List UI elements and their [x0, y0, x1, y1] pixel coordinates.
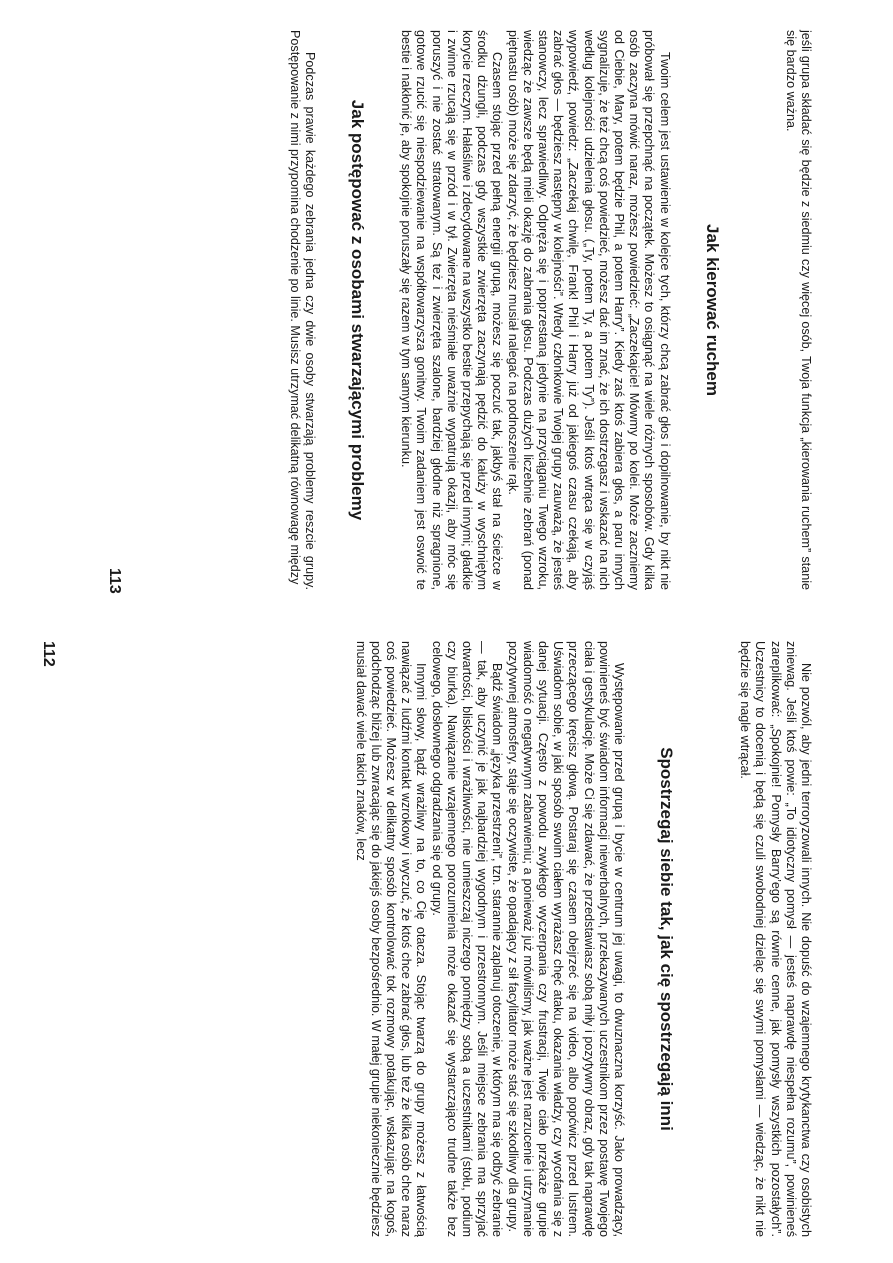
page-112-paragraph-1: Występowanie przed grupą i bycie w centrum jej uwagi, to dwuznaczna korzyść. Jako prowadzący, powinieneś być świadom informacji niewerbalnych, przekazywanych uczestnikom przez postawę Twojego ciała i gestykulację. Może Ci się zdawać, że przedstawiasz sobą miły i pozytywny obraz, gdy tak naprawdę przeczącego kręcisz głową. Postaraj się czasem obejrzeć się na video, albo popćwicz przed lustrem. Uświadom sobie, w jaki sposób swoim ciałem wyrażasz chęć ataku, okazania władzy, czy wycofania się z danej sytuacji. Często z powodu zwykłego wyczerpania czy frustracji, Twoje ciało przekaże grupie wiadomość o negatywnym zabarwieniu; a ponieważ już mówiliśmy, jak ważne jest narzucenie i utrzymanie pozytywnej atmosfery, staje się oczywiste, że opadający z sił facylitator może stać się szkodliwy dla grupy. — [505, 641, 626, 1237]
page-112-paragraph-3: Innymi słowy, bądź wrażliwy na to, co Cię otacza. Stojąc twarzą do grupy możesz z łatwością nawiązać z ludźmi kontakt wzrokowy i wyczuć, że ktoś chce zabrać głos, lub też że kilka osób chce naraz coś powiedzieć. Możesz w delikatny sposób kontrolować tok rozmowy potakując, wskazując na kogoś, podchodząc bliżej lub zwracając się do jakiejś osoby bezpośrednio. W małej grupie niekoniecznie będziesz musiał dawać wiele takich znaków, lecz — [353, 641, 429, 1237]
heading-see-yourself: Spostrzegaj siebie tak, jak cię spostrzegają inni — [656, 747, 676, 1131]
page-113 — [0, 0, 893, 620]
page-number-112: 112 — [40, 641, 57, 667]
heading-traffic: Jak kierować ruchem — [702, 224, 722, 396]
page-113-paragraph-3: Podczas prawie każdego zebrania jedna czy dwie osoby stwarzają problemy reszcie grupy. Postępowanie z nimi przypomina chodzenie po linie. Musisz utrzymać delikatną równowagę między — [287, 30, 317, 590]
page-113-paragraph-1: Twoim celem jest ustawienie w kolejce tych, którzy chcą zabrać głos i dopilnowanie, by nikt nie próbował się przepchnąć na początek. Możesz to osiągnąć na wiele różnych sposobów. Gdy kilka osób zaczyna mówić naraz, możesz powiedzieć: „Zaczekajcie! Mówmy po kolei. Może zaczniemy od Ciebie, Mary, potem będzie Phil, a potem Harry”. Kiedy zaś ktoś zabiera głos, a paru innych sygnalizuje, że też chcą coś powiedzieć, możesz dać im znać, że ich dostrzegasz i wskazać na nich według kolejności udzielenia głosu. („Ty, potem Ty, a potem Ty”). Jeśli ktoś wtrąca się w czyjąś wypowiedź, powiedz: „Zaczekaj chwilę, Frank! Phil i Harry już od jakiegoś czasu czekają, aby zabrać głos — będziesz następny w kolejności”. Wtedy członkowie Twojej grupy zauważą, że jesteś stanowczy, lecz sprawiedliwy. Odpręża się i poprzestaną jedynie na przyciąganiu Twego wzroku, wiedząc że zawsze będą mieli okazję do zabrania głosu. Podczas dużych liczebnie zebrań (ponad piętnastu osób) może się zdarzyć, że będziesz musiał nalegać na podnoszenie rąk. — [505, 30, 672, 590]
page-112 — [0, 631, 893, 1263]
page-112-paragraph-2: Bądź świadom „języka przestrzeni”, tzn. starannie zaplanuj otoczenie, w którym ma się odbyć zebranie — tak, aby uczynić je jak najbardziej wygodnym i przestronnym. Jeśli miejsce zebrania ma sprzyjać otwartości, bliskości i wrażliwości, nie umieszczaj niczego pomiędzy sobą a uczestnikami (stołu, podium czy biurka). Nawiązanie wzajemnego porozumienia może okazać się wystarczająco trudne także bez celowego, dosłownego odgradzania się od grupy. — [429, 641, 505, 1237]
page-112-intro: Nie pozwól, aby jedni terroryzowali innych. Nie dopuść do wzajemnego krytykanctwa czy osobistych zniewag. Jeśli ktoś powie: „To idiotyczny pomysł — jesteś naprawdę niespełna rozumu”, powinieneś zareplikować: „Spokojnie! Pomysły Barry’ego są równie cenne, jak pomysły wszystkich pozostałych”. Uczestnicy to docenią i będą się czuli swobodniej dzieląc się swymi pomysłami — wiedząc, że nikt nie będzie się nagle wtrącał. — [738, 641, 813, 1237]
heading-problem-people: Jak postępować z osobami stwarzającymi problemy — [347, 99, 367, 521]
page-113-intro: jeśli grupa składać się będzie z siedmiu czy więcej osób, Twoja funkcja „kierowania ruchem” stanie się bardzo ważna. — [783, 30, 813, 590]
page-113-paragraph-2: Czasem stojąc przed pełną energii grupą, możesz się poczuć tak, jakbyś stał na ścieżce w środku dżungli, podczas gdy wszystkie zwierzęta zaczynają pędzić do kałuży w wyschniętym korycie rzeczym. Hałaśliwe i zdecydowane na wszystko bestie przepychają się przed innymi; gładkie i zwinne rzucają się w przód i w tył. Zwierzęta nieśmiałe uważnie wypatrują okazji, aby móc się poruszyć i nie zostać stratowanym. Są też i zwierzęta szalone, bardziej głodne niż spragnione, gotowe rzucić się niespodziewanie na współtowarzysza gonitwy. Twoim zadaniem jest oswoić te bestie i nakłonić je, aby spokojnie poruszały się razem w tym samym kierunku. — [399, 30, 505, 590]
page-113-column — [287, 30, 813, 590]
page-112-column — [352, 641, 813, 1237]
page-number-113: 113 — [106, 568, 123, 594]
